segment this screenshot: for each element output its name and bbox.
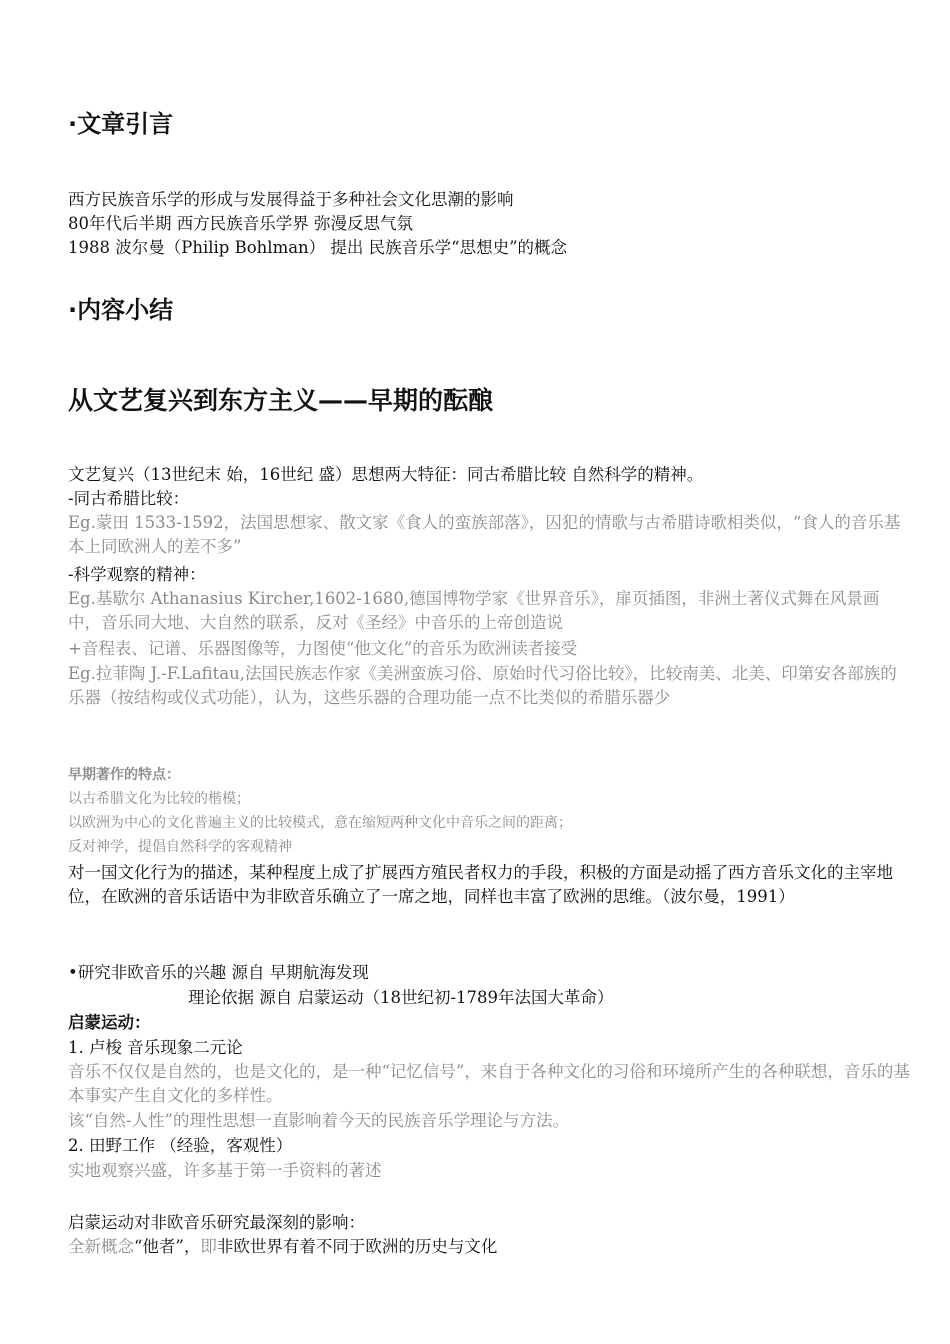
bullet-line: •研究非欧音乐的兴趣 源自 早期航海发现 bbox=[68, 963, 369, 982]
plus-line: +音程表、记谱、乐器图像等，力图使“他文化”的音乐为欧洲读者接受 bbox=[68, 639, 578, 658]
item-2-description: 实地观察兴盛，许多基于第一手资料的著述 bbox=[68, 1161, 382, 1180]
item-1-heading: 1. 卢梭 音乐现象二元论 bbox=[68, 1038, 243, 1057]
intro-line-3: 1988 波尔曼（Philip Bohlman） 提出 民族音乐学“思想史”的概念 bbox=[68, 238, 568, 257]
section-title: 从文艺复兴到东方主义——早期的酝酿 bbox=[68, 386, 494, 415]
early-works-title: 早期著作的特点： bbox=[68, 767, 180, 783]
item-2-heading: 2. 田野工作 （经验，客观性） bbox=[68, 1136, 293, 1155]
eg-lafitau: Eg.拉菲陶 J.-F.Lafitau,法国民族志作家《美洲蛮族习俗、原始时代习俗比较》，比较南美、北美、印第安各部族的乐器（按结构或仪式功能），认为，这些乐器的合理功能一点不比类似的希腊乐器少 bbox=[68, 664, 897, 707]
theory-line: 理论依据 源自 启蒙运动（18世纪初-1789年法国大革命） bbox=[188, 988, 614, 1007]
greek-label: -同古希腊比较： bbox=[68, 489, 190, 508]
impact-gray-text: 全新概念 bbox=[68, 1237, 134, 1256]
intro-line-1: 西方民族音乐学的形成与发展得益于多种社会文化思潮的影响 bbox=[68, 190, 514, 209]
early-point-2: 以欧洲为中心的文化普遍主义的比较模式，意在缩短两种文化中音乐之间的距离； bbox=[68, 815, 572, 831]
eg-kircher: Eg.基歇尔 Athanasius Kircher,1602-1680,德国博物学家《世界音乐》，扉页插图，非洲土著仪式舞在风景画中，音乐同大地、大自然的联系，反对《圣经》中音乐的上帝创造说 bbox=[68, 589, 880, 632]
enlightenment-label: 启蒙运动： bbox=[68, 1013, 151, 1032]
impact-label: 启蒙运动对非欧音乐研究最深刻的影响： bbox=[68, 1213, 365, 1232]
item-1-note: 该“自然-人性”的理性思想一直影响着今天的民族音乐学理论与方法。 bbox=[68, 1111, 569, 1130]
science-label: -科学观察的精神： bbox=[68, 565, 206, 584]
impact-quote-text: “他者”， bbox=[134, 1237, 201, 1256]
intro-line-2: 80年代后半期 西方民族音乐学界 弥漫反思气氛 bbox=[68, 214, 413, 233]
eg-montaigne: Eg.蒙田 1533-1592，法国思想家、散文家《食人的蛮族部落》，囚犯的情歌与古希腊诗歌相类似，“食人的音乐基本上同欧洲人的差不多” bbox=[68, 513, 901, 556]
renaissance-line: 文艺复兴（13世纪末 始，16世纪 盛）思想两大特征：同古希腊比较 自然科学的精神。 bbox=[68, 465, 704, 484]
impact-gray-text-2: 即 bbox=[200, 1237, 217, 1256]
early-point-3: 反对神学，提倡自然科学的客观精神 bbox=[68, 839, 292, 855]
impact-line bbox=[68, 1235, 910, 1259]
intro-heading: ·文章引言 bbox=[68, 110, 174, 138]
bohlman-quote: 对一国文化行为的描述，某种程度上成了扩展西方殖民者权力的手段，积极的方面是动摇了西方音乐文化的主宰地位，在欧洲的音乐话语中为非欧音乐确立了一席之地，同样也丰富了欧洲的思维。（波尔曼，1991） bbox=[68, 863, 893, 906]
early-point-1: 以古希腊文化为比较的楷模； bbox=[68, 791, 250, 807]
impact-rest-text: 非欧世界有着不同于欧洲的历史与文化 bbox=[216, 1237, 498, 1256]
summary-heading: ·内容小结 bbox=[68, 296, 174, 324]
item-1-description: 音乐不仅仅是自然的，也是文化的，是一种“记忆信号”，来自于各种文化的习俗和环境所产生的各种联想，音乐的基本事实产生自文化的多样性。 bbox=[68, 1062, 910, 1105]
